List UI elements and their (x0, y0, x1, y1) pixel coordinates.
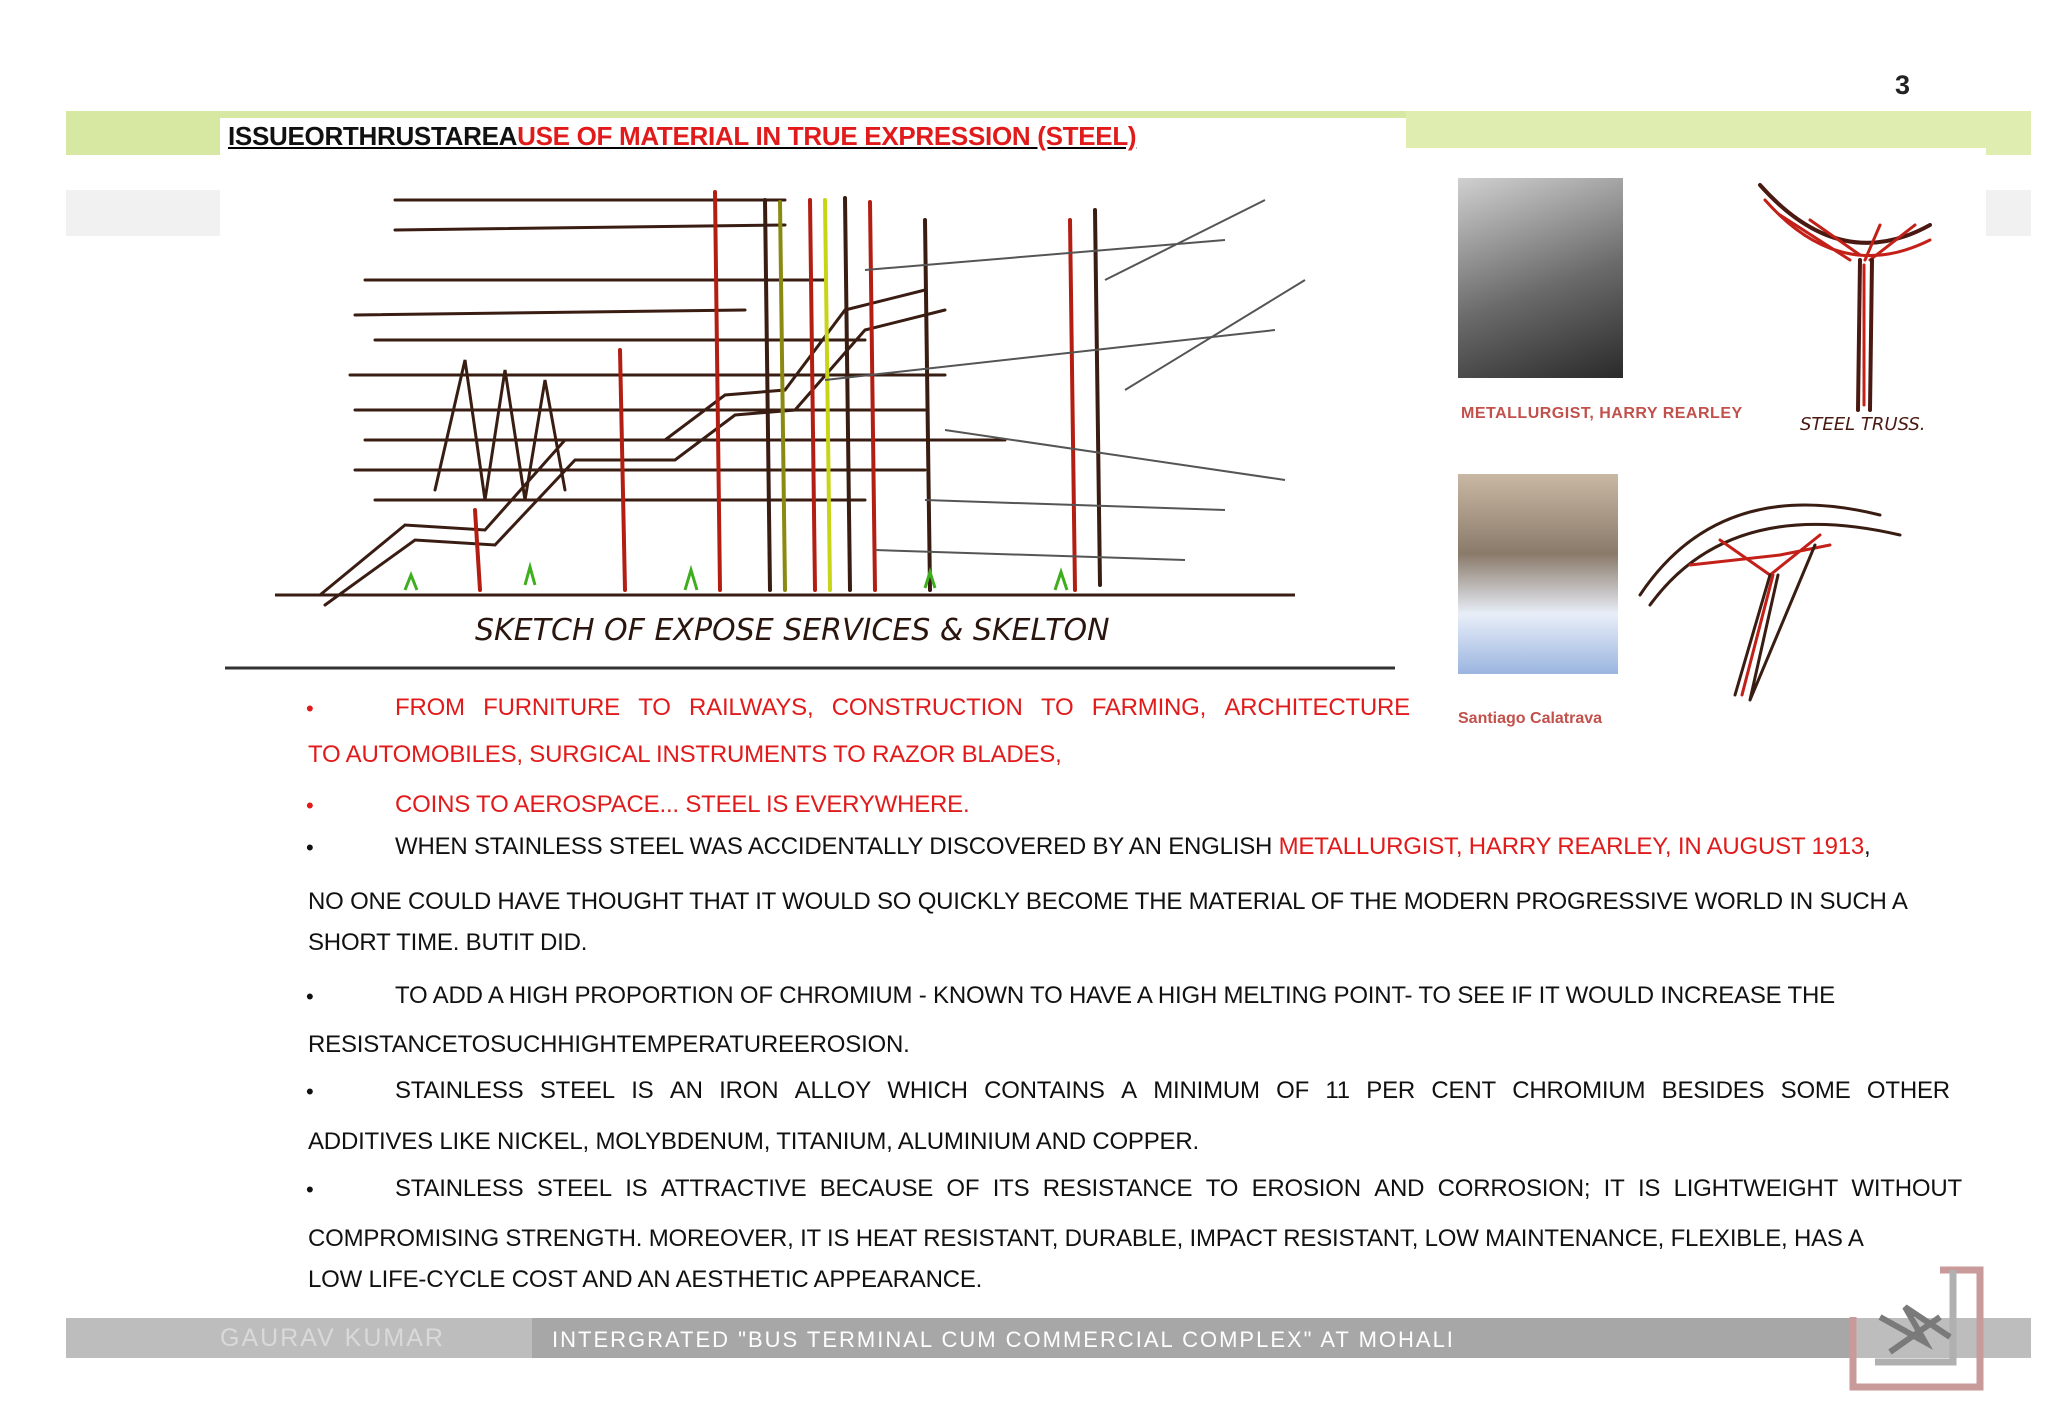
word: ALLOY (794, 1077, 872, 1104)
word: LIGHTWEIGHT (1673, 1175, 1839, 1202)
footer-author: GAURAV KUMAR (220, 1324, 445, 1352)
bullet-3-line-3: SHORT TIME. BUTIT DID. (308, 929, 588, 956)
canopy-note: STEEL TRUSS. (1800, 414, 1926, 435)
bullet-4-line-1: TO ADD A HIGH PROPORTION OF CHROMIUM - KNOWN TO HAVE A HIGH MELTING POINT- TO SEE IF IT WOULD INCREASE THE (395, 982, 1835, 1009)
word: OTHER (1866, 1077, 1950, 1104)
bullet-6-line-2: COMPROMISING STRENGTH. MOREOVER, IT IS HEAT RESISTANT, DURABLE, IMPACT RESISTANT, LOW MAINTENANCE, FLEXIBLE, HAS A (308, 1225, 1864, 1252)
building-sketch (225, 180, 1395, 675)
word: TO (1205, 1175, 1239, 1202)
word: TO (638, 694, 671, 721)
word: CONTAINS (984, 1077, 1105, 1104)
word: WITHOUT (1851, 1175, 1962, 1202)
caption-santiago: Santiago Calatrava (1458, 710, 1603, 727)
word: CONSTRUCTION (831, 694, 1023, 721)
word: CHROMIUM (1512, 1077, 1646, 1104)
word: WHICH (887, 1077, 968, 1104)
word: IS (625, 1175, 648, 1202)
bullet-4-marker: • (306, 984, 314, 1009)
word: A (1121, 1077, 1137, 1104)
word: AND (1374, 1175, 1425, 1202)
bullet-1-line-2: TO AUTOMOBILES, SURGICAL INSTRUMENTS TO RAZOR BLADES, (308, 741, 1062, 768)
word: EROSION (1251, 1175, 1361, 1202)
word: IS (1637, 1175, 1661, 1202)
word: FROM (395, 694, 465, 721)
word: TO (1040, 694, 1074, 721)
canopy-sketch-bottom (1630, 455, 1920, 715)
word: RESISTANCE (1042, 1175, 1193, 1202)
portrait-santiago-calatrava (1458, 474, 1618, 674)
word: AN (669, 1077, 703, 1104)
title-prefix: ISSUEORTHRUSTAREA (228, 121, 518, 151)
word: ITS (992, 1175, 1030, 1202)
word: BECAUSE (819, 1175, 934, 1202)
word: BESIDES (1661, 1077, 1765, 1104)
footer-logo-icon (1845, 1262, 1985, 1392)
caption-harry: METALLURGIST, HARRY REARLEY (1461, 405, 1743, 422)
bullet-2-marker: • (306, 793, 314, 818)
word: FURNITURE (483, 694, 620, 721)
bullet-3-line-2: NO ONE COULD HAVE THOUGHT THAT IT WOULD SO QUICKLY BECOME THE MATERIAL OF THE MODERN PROGRESSIVE WORLD IN SUCH A (308, 888, 1908, 915)
bullet-6-line-1 (395, 1175, 1962, 1203)
bullet-1-marker: • (306, 696, 314, 721)
word: FARMING, (1091, 694, 1207, 721)
word: ARCHITECTURE (1224, 694, 1410, 721)
word: CORROSION; (1437, 1175, 1591, 1202)
bullet-4-line-2: RESISTANCETOSUCHHIGHTEMPERATUREEROSION. (308, 1031, 910, 1058)
word: STEEL (539, 1077, 615, 1104)
bullet-5-marker: • (306, 1079, 314, 1104)
word: 11 (1325, 1077, 1350, 1104)
bullet-6-marker: • (306, 1177, 314, 1202)
footer-project-title: INTERGRATED "BUS TERMINAL CUM COMMERCIAL COMPLEX" AT MOHALI (552, 1327, 1455, 1352)
portrait-harry-rearley (1458, 178, 1623, 378)
word: STAINLESS (395, 1077, 524, 1104)
word: IT (1603, 1175, 1625, 1202)
word: ATTRACTIVE (660, 1175, 807, 1202)
bullet-5-line-2: ADDITIVES LIKE NICKEL, MOLYBDENUM, TITANIUM, ALUMINIUM AND COPPER. (308, 1128, 1199, 1155)
word: PER (1366, 1077, 1416, 1104)
word: IS (631, 1077, 654, 1104)
word: STEEL (536, 1175, 612, 1202)
word: OF (1276, 1077, 1310, 1104)
word: SOME (1780, 1077, 1851, 1104)
sketch-caption: SKETCH OF EXPOSE SERVICES & SKELTON (475, 613, 1110, 648)
word: OF (946, 1175, 980, 1202)
word: MINIMUM (1153, 1077, 1260, 1104)
word: STAINLESS (395, 1175, 524, 1202)
word: IRON (719, 1077, 779, 1104)
title-main: USE OF MATERIAL IN TRUE EXPRESSION (STEEL) (517, 121, 1137, 151)
word: RAILWAYS, (689, 694, 814, 721)
canopy-sketch-top (1740, 165, 1940, 435)
page-number: 3 (1895, 70, 1911, 100)
bullet-6-line-3: LOW LIFE-CYCLE COST AND AN AESTHETIC APPEARANCE. (308, 1266, 983, 1293)
word: CENT (1431, 1077, 1496, 1104)
bullet-3-marker: • (306, 835, 314, 860)
bullet-5-line-1 (395, 1077, 1950, 1105)
bullet-1-line-1 (395, 694, 1410, 722)
page-title (228, 121, 1136, 152)
bullet-3-line-1: WHEN STAINLESS STEEL WAS ACCIDENTALLY DISCOVERED BY AN ENGLISH METALLURGIST, HARRY REARLEY, IN AUGUST 1913, (395, 833, 1871, 860)
bullet-2-text: COINS TO AEROSPACE... STEEL IS EVERYWHERE. (395, 791, 970, 818)
